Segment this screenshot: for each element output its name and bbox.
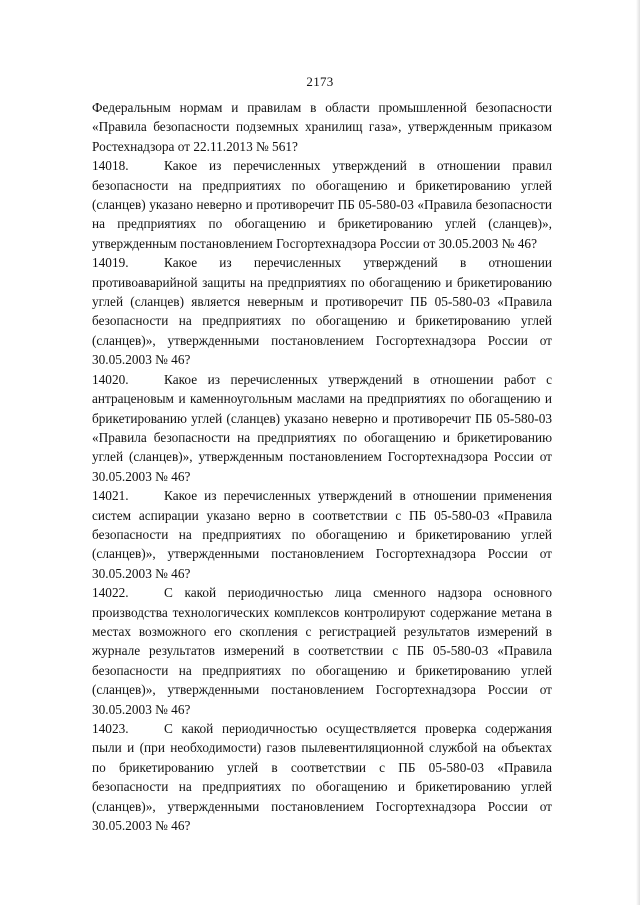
question-text: Какое из перечисленных утверждений в отношении противоаварийной защиты на предприятиях по обогащению и брикетированию углей (сланцев) является неверным и противоречит ПБ 05-580-03 «Правила безопасности на предприятиях по обогащению и брикетированию углей (сланцев)», утвержденными постановлением Госгортехнадзора России от 30.05.2003 № 46? xyxy=(92,255,552,368)
question-14019 xyxy=(92,253,552,369)
question-number: 14023. xyxy=(92,721,129,736)
question-number: 14019. xyxy=(92,255,129,271)
question-14020 xyxy=(92,370,552,486)
page-edge-shadow xyxy=(636,0,640,905)
question-text: Какое из перечисленных утверждений в отношении работ с антраценовым и каменноугольным маслами на предприятиях по обогащению и брикетированию углей (сланцев) указано неверно и противоречит ПБ 05-580-03 «Правила безопасности на предприятиях по обогащению и брикетированию углей (сланцев)», утвержденным постановлением Госгортехнадзора России от 30.05.2003 № 46? xyxy=(92,371,552,484)
question-number: 14021. xyxy=(92,488,129,504)
question-number: 14022. xyxy=(92,585,129,601)
intro-paragraph: Федеральным нормам и правилам в области промышленной безопасности «Правила безопасности подземных хранилищ газа», утвержденным приказом Ростехнадзора от 22.11.2013 № 561? xyxy=(92,100,552,154)
question-text: Какое из перечисленных утверждений в отношении применения систем аспирации указано верно в соответствии с ПБ 05-580-03 «Правила безопасности на предприятиях по обогащению и брикетированию углей (сланцев)», утвержденными постановлением Госгортехнадзора России от 30.05.2003 № 46? xyxy=(92,488,552,581)
question-14021 xyxy=(92,486,552,583)
question-text: С какой периодичностью осуществляется проверка содержания пыли и (при необходимости) газов пылевентиляционной службой на объектах по брикетированию углей в соответствии с ПБ 05-580-03 «Правила безопасности на предприятиях по обогащению и брикетированию углей (сланцев)», утвержденными постановлением Госгортехнадзора России от 30.05.2003 № 46? xyxy=(92,721,552,834)
page-number: 2173 xyxy=(306,74,334,89)
question-14023 xyxy=(92,719,552,835)
document-body xyxy=(92,98,552,835)
question-text: С какой периодичностью лица сменного надзора основного производства технологических комплексов контролируют содержание метана в местах возможного его скопления с регистрацией результатов измерений в журнале результатов измерений в соответствии с ПБ 05-580-03 «Правила безопасности на предприятиях по обогащению и брикетированию углей (сланцев)», утвержденными постановлением Госгортехнадзора России от 30.05.2003 № 46? xyxy=(92,585,552,717)
question-number: 14020. xyxy=(92,371,129,387)
question-number: 14018. xyxy=(92,158,129,174)
question-14022 xyxy=(92,583,552,719)
question-text: Какое из перечисленных утверждений в отношении правил безопасности на предприятиях по обогащению и брикетированию углей (сланцев) указано неверно и противоречит ПБ 05-580-03 «Правила безопасности на предприятиях по обогащению и брикетированию углей (сланцев)», утвержденным постановлением Госгортехнадзора России от 30.05.2003 № 46? xyxy=(92,158,552,251)
question-14018 xyxy=(92,156,552,253)
